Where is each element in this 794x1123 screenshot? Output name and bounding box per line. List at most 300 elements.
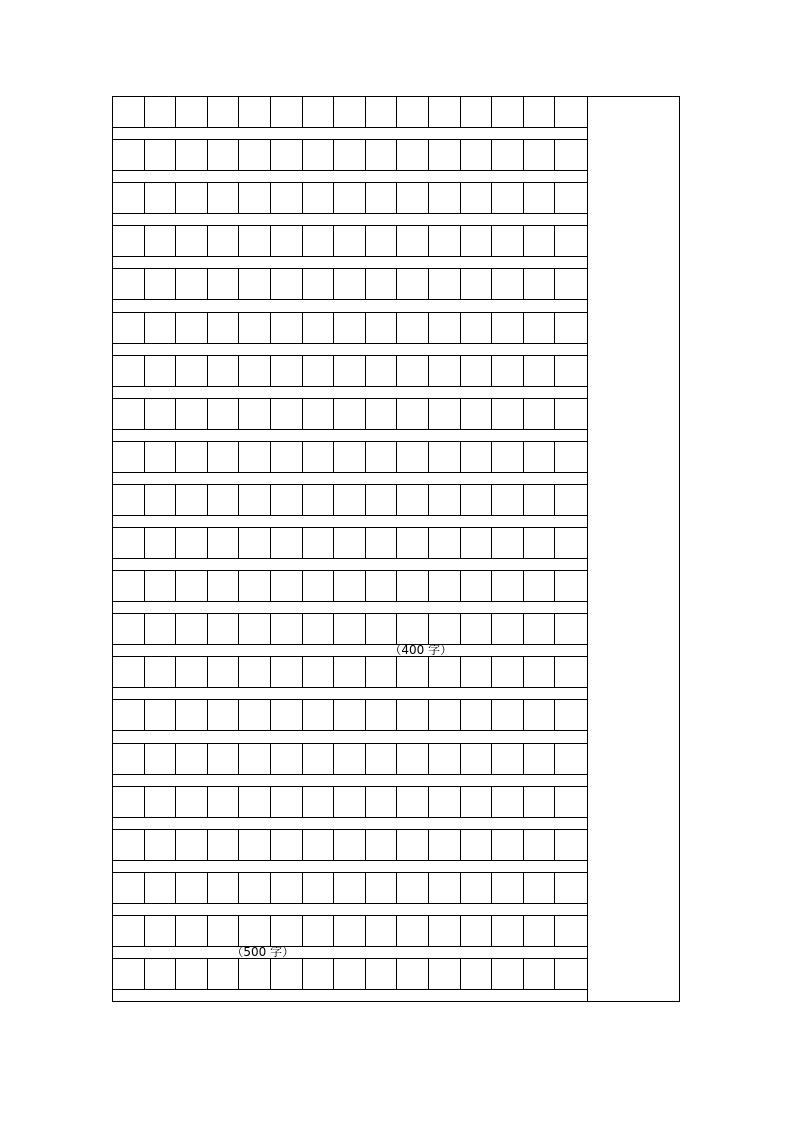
grid-cell xyxy=(334,269,366,299)
grid-cell xyxy=(208,830,240,860)
grid-cell xyxy=(461,700,493,730)
composition-sheet xyxy=(112,96,680,1002)
grid-cell xyxy=(208,399,240,429)
grid-cell xyxy=(271,485,303,515)
grid-cell xyxy=(334,528,366,558)
grid-cell xyxy=(397,571,429,601)
grid-cell xyxy=(492,571,524,601)
grid-cell xyxy=(113,700,145,730)
grid-cell xyxy=(303,916,335,946)
grid-cell xyxy=(271,269,303,299)
grid-row xyxy=(113,97,587,128)
grid-cell xyxy=(303,830,335,860)
grid-cell xyxy=(555,140,587,170)
grid-cell xyxy=(176,916,208,946)
grid-cell xyxy=(303,442,335,472)
grid-cell xyxy=(492,485,524,515)
grid-cell xyxy=(524,97,556,127)
grid-cell xyxy=(461,485,493,515)
grid-cell xyxy=(366,356,398,386)
grid-cell xyxy=(461,787,493,817)
grid-cell xyxy=(397,313,429,343)
grid-cell xyxy=(366,830,398,860)
grid-row xyxy=(113,570,587,602)
grid-cell xyxy=(429,916,461,946)
grid-cell xyxy=(555,744,587,774)
grid-cell xyxy=(524,528,556,558)
grid-cell xyxy=(397,528,429,558)
grid-cell xyxy=(492,959,524,989)
grid-cell xyxy=(208,226,240,256)
grid-cell xyxy=(429,226,461,256)
grid-cell xyxy=(239,183,271,213)
grid-cell xyxy=(145,787,177,817)
grid-row xyxy=(113,915,587,947)
grid-cell xyxy=(208,313,240,343)
grid-cell xyxy=(461,614,493,644)
grid-cell xyxy=(145,313,177,343)
grid-cell xyxy=(271,657,303,687)
grid-row xyxy=(113,958,587,990)
grid-cell xyxy=(113,269,145,299)
grid-cell xyxy=(303,485,335,515)
grid-cell xyxy=(461,313,493,343)
grid-cell xyxy=(492,183,524,213)
grid-cell xyxy=(113,657,145,687)
grid-cell xyxy=(176,226,208,256)
grid-cell xyxy=(492,614,524,644)
grid-cell xyxy=(524,614,556,644)
grid-cell xyxy=(524,787,556,817)
grid-cell xyxy=(176,269,208,299)
grid-cell xyxy=(239,571,271,601)
grid-cell xyxy=(461,959,493,989)
grid-cell xyxy=(239,442,271,472)
grid-cell xyxy=(555,313,587,343)
grid-cell xyxy=(492,399,524,429)
grid-cell xyxy=(271,528,303,558)
grid-row xyxy=(113,398,587,430)
grid-cell xyxy=(397,830,429,860)
grid-cell xyxy=(176,571,208,601)
grid-cell xyxy=(461,830,493,860)
grid-cell xyxy=(524,916,556,946)
grid-cell xyxy=(334,959,366,989)
grid-cell xyxy=(429,97,461,127)
grid-cell xyxy=(461,873,493,903)
grid-cell xyxy=(429,873,461,903)
grid-cell xyxy=(303,700,335,730)
grid-cell xyxy=(239,657,271,687)
grid-cell xyxy=(239,485,271,515)
grid-cell xyxy=(397,873,429,903)
grid-cell xyxy=(366,183,398,213)
grid-cell xyxy=(208,183,240,213)
grid-cell xyxy=(366,787,398,817)
grid-cell xyxy=(397,356,429,386)
grid-cell xyxy=(145,226,177,256)
grid-cell xyxy=(492,97,524,127)
grid-cell xyxy=(524,700,556,730)
grid-cell xyxy=(208,959,240,989)
grid-cell xyxy=(397,442,429,472)
grid-cell xyxy=(555,183,587,213)
word-count-marker: （400 字） xyxy=(389,643,453,658)
grid-row xyxy=(113,872,587,904)
grid-cell xyxy=(113,916,145,946)
grid-cell xyxy=(429,787,461,817)
grid-cell xyxy=(492,442,524,472)
grid-cell xyxy=(334,873,366,903)
grid-cell xyxy=(176,97,208,127)
grid-cell xyxy=(334,226,366,256)
grid-row xyxy=(113,225,587,257)
grid-cell xyxy=(334,614,366,644)
grid-cell xyxy=(366,97,398,127)
grid-cell xyxy=(429,744,461,774)
grid-cell xyxy=(176,356,208,386)
grid-cell xyxy=(145,571,177,601)
grid-cell xyxy=(397,399,429,429)
grid-cell xyxy=(145,873,177,903)
grid-cell xyxy=(397,97,429,127)
grid-cell xyxy=(524,399,556,429)
grid-cell xyxy=(239,356,271,386)
grid-cell xyxy=(524,830,556,860)
grid-cell xyxy=(176,313,208,343)
grid-row xyxy=(113,829,587,861)
grid-cell xyxy=(113,528,145,558)
grid-cell xyxy=(176,614,208,644)
grid-cell xyxy=(271,959,303,989)
grid-cell xyxy=(303,787,335,817)
grid-cell xyxy=(176,657,208,687)
grid-cell xyxy=(145,269,177,299)
grid-cell xyxy=(271,356,303,386)
grid-cell xyxy=(461,97,493,127)
grid-cell xyxy=(334,744,366,774)
grid-cell xyxy=(303,571,335,601)
grid-cell xyxy=(524,959,556,989)
grid-cell xyxy=(429,614,461,644)
grid-cell xyxy=(303,399,335,429)
grid-cell xyxy=(492,873,524,903)
grid-cell xyxy=(366,442,398,472)
grid-cell xyxy=(429,657,461,687)
grid-cell xyxy=(492,528,524,558)
grid-cell xyxy=(334,97,366,127)
grid-cell xyxy=(492,830,524,860)
grid-cell xyxy=(492,657,524,687)
grid-cell xyxy=(334,657,366,687)
grid-cell xyxy=(366,528,398,558)
grid-cell xyxy=(492,787,524,817)
grid-cell xyxy=(366,269,398,299)
grid-cell xyxy=(239,140,271,170)
grid-cell xyxy=(145,744,177,774)
grid-cell xyxy=(208,700,240,730)
grid-cell xyxy=(555,226,587,256)
grid-cell xyxy=(429,959,461,989)
grid-cell xyxy=(524,571,556,601)
grid-cell xyxy=(334,700,366,730)
grid-cell xyxy=(303,614,335,644)
grid-cell xyxy=(461,140,493,170)
grid-cell xyxy=(397,269,429,299)
grid-cell xyxy=(555,614,587,644)
grid-cell xyxy=(271,313,303,343)
grid-cell xyxy=(113,313,145,343)
grid-cell xyxy=(429,528,461,558)
grid-cell xyxy=(239,787,271,817)
grid-cell xyxy=(461,269,493,299)
grid-cell xyxy=(461,226,493,256)
grid-cell xyxy=(334,485,366,515)
grid-cell xyxy=(176,528,208,558)
grid-cell xyxy=(429,571,461,601)
grid-row xyxy=(113,527,587,559)
grid-cell xyxy=(334,183,366,213)
grid-cell xyxy=(397,700,429,730)
grid-row xyxy=(113,139,587,171)
grid-cell xyxy=(429,830,461,860)
grid-cell xyxy=(303,959,335,989)
grid-cell xyxy=(366,614,398,644)
grid-cell xyxy=(366,873,398,903)
grid-cell xyxy=(208,787,240,817)
grid-cell xyxy=(113,226,145,256)
grid-cell xyxy=(492,700,524,730)
grid-row xyxy=(113,786,587,818)
grid-cell xyxy=(524,356,556,386)
grid-cell xyxy=(555,830,587,860)
grid-cell xyxy=(524,226,556,256)
grid-cell xyxy=(429,140,461,170)
grid-cell xyxy=(176,140,208,170)
grid-cell xyxy=(176,485,208,515)
grid-cell xyxy=(176,183,208,213)
grid-cell xyxy=(334,571,366,601)
grid-cell xyxy=(524,313,556,343)
grid-cell xyxy=(492,226,524,256)
grid-cell xyxy=(113,873,145,903)
grid-cell xyxy=(271,442,303,472)
grid-cell xyxy=(366,485,398,515)
grid-cell xyxy=(303,528,335,558)
grid-cell xyxy=(366,140,398,170)
grid-cell xyxy=(271,183,303,213)
grid-cell xyxy=(208,571,240,601)
grid-cell xyxy=(555,97,587,127)
grid-cell xyxy=(555,787,587,817)
grid-cell xyxy=(461,356,493,386)
grid-cell xyxy=(461,657,493,687)
grid-cell xyxy=(176,442,208,472)
grid-cell xyxy=(208,442,240,472)
grid-cell xyxy=(208,528,240,558)
grid-cell xyxy=(492,916,524,946)
grid-cell xyxy=(303,226,335,256)
grid-cell xyxy=(303,657,335,687)
grid-cell xyxy=(208,356,240,386)
grid-cell xyxy=(397,787,429,817)
grid-row xyxy=(113,182,587,214)
grid-cell xyxy=(176,787,208,817)
grid-cell xyxy=(334,442,366,472)
grid-cell xyxy=(239,959,271,989)
grid-row xyxy=(113,484,587,516)
grid-cell xyxy=(334,356,366,386)
grid-cell xyxy=(366,744,398,774)
grid-cell xyxy=(334,140,366,170)
grid-cell xyxy=(208,97,240,127)
grid-cell xyxy=(145,614,177,644)
grid-cell xyxy=(461,528,493,558)
grid-cell xyxy=(113,485,145,515)
grid-cell xyxy=(303,183,335,213)
grid-cell xyxy=(397,916,429,946)
grid-cell xyxy=(176,399,208,429)
grid-cell xyxy=(303,269,335,299)
grid-cell xyxy=(303,313,335,343)
grid-cell xyxy=(555,485,587,515)
grid-cell xyxy=(492,269,524,299)
grid-cell xyxy=(239,614,271,644)
grid-cell xyxy=(334,916,366,946)
grid-row xyxy=(113,743,587,775)
grid-cell xyxy=(524,873,556,903)
grid-cell xyxy=(208,744,240,774)
grid-cell xyxy=(555,269,587,299)
grid-cell xyxy=(208,916,240,946)
grid-cell xyxy=(113,830,145,860)
grid-cell xyxy=(145,528,177,558)
grid-cell xyxy=(208,873,240,903)
grid-cell xyxy=(524,442,556,472)
grid-cell xyxy=(555,399,587,429)
grid-cell xyxy=(334,787,366,817)
grid-row xyxy=(113,699,587,731)
margin-column xyxy=(587,97,680,1001)
grid-row xyxy=(113,441,587,473)
grid-cell xyxy=(429,269,461,299)
grid-cell xyxy=(176,873,208,903)
grid-cell xyxy=(239,97,271,127)
grid-cell xyxy=(397,959,429,989)
grid-cell xyxy=(145,399,177,429)
grid-cell xyxy=(271,97,303,127)
grid-cell xyxy=(461,399,493,429)
grid-cell xyxy=(429,700,461,730)
grid-cell xyxy=(555,528,587,558)
grid-cell xyxy=(208,140,240,170)
grid-cell xyxy=(145,356,177,386)
grid-cell xyxy=(555,442,587,472)
grid-cell xyxy=(176,959,208,989)
grid-cell xyxy=(208,657,240,687)
grid-cell xyxy=(524,744,556,774)
grid-cell xyxy=(366,959,398,989)
grid-cell xyxy=(397,657,429,687)
grid-cell xyxy=(271,744,303,774)
grid-cell xyxy=(524,183,556,213)
grid-cell xyxy=(429,313,461,343)
grid-cell xyxy=(271,700,303,730)
grid-cell xyxy=(461,916,493,946)
grid-cell xyxy=(145,97,177,127)
grid-cell xyxy=(145,700,177,730)
grid-cell xyxy=(113,399,145,429)
grid-cell xyxy=(429,442,461,472)
grid-cell xyxy=(113,97,145,127)
writing-grid xyxy=(113,97,587,1001)
grid-cell xyxy=(113,442,145,472)
grid-cell xyxy=(145,183,177,213)
grid-cell xyxy=(145,916,177,946)
grid-cell xyxy=(208,269,240,299)
grid-cell xyxy=(271,399,303,429)
grid-cell xyxy=(145,657,177,687)
grid-cell xyxy=(303,140,335,170)
grid-cell xyxy=(524,269,556,299)
grid-cell xyxy=(492,140,524,170)
grid-cell xyxy=(145,485,177,515)
grid-cell xyxy=(271,226,303,256)
grid-cell xyxy=(303,356,335,386)
grid-cell xyxy=(176,744,208,774)
grid-cell xyxy=(524,140,556,170)
grid-cell xyxy=(429,356,461,386)
grid-cell xyxy=(429,399,461,429)
grid-cell xyxy=(113,787,145,817)
grid-cell xyxy=(555,356,587,386)
grid-cell xyxy=(366,399,398,429)
grid-cell xyxy=(555,657,587,687)
grid-cell xyxy=(145,140,177,170)
grid-cell xyxy=(176,700,208,730)
grid-cell xyxy=(397,183,429,213)
grid-cell xyxy=(239,399,271,429)
grid-cell xyxy=(303,744,335,774)
grid-cell xyxy=(429,183,461,213)
grid-row xyxy=(113,268,587,300)
grid-cell xyxy=(239,873,271,903)
grid-cell xyxy=(524,485,556,515)
grid-cell xyxy=(271,830,303,860)
grid-cell xyxy=(145,442,177,472)
grid-row xyxy=(113,613,587,645)
grid-cell xyxy=(145,959,177,989)
grid-cell xyxy=(113,614,145,644)
grid-cell xyxy=(271,140,303,170)
grid-cell xyxy=(239,744,271,774)
grid-cell xyxy=(334,399,366,429)
grid-cell xyxy=(271,571,303,601)
grid-cell xyxy=(555,873,587,903)
grid-cell xyxy=(397,226,429,256)
grid-cell xyxy=(303,873,335,903)
grid-cell xyxy=(366,916,398,946)
grid-cell xyxy=(555,916,587,946)
grid-cell xyxy=(366,571,398,601)
grid-cell xyxy=(366,700,398,730)
grid-cell xyxy=(239,226,271,256)
grid-cell xyxy=(397,485,429,515)
grid-cell xyxy=(113,571,145,601)
grid-cell xyxy=(397,744,429,774)
grid-cell xyxy=(239,700,271,730)
grid-cell xyxy=(113,356,145,386)
